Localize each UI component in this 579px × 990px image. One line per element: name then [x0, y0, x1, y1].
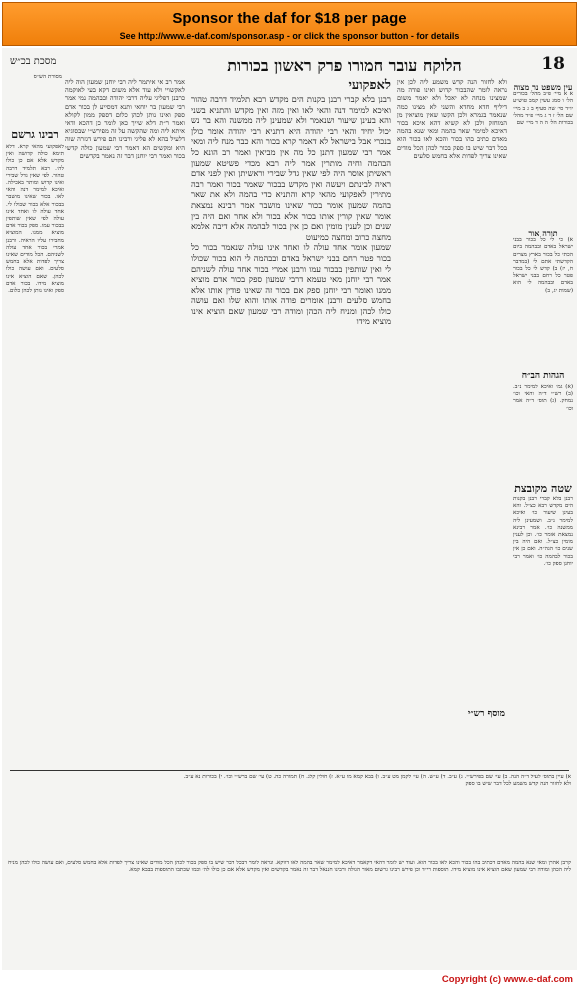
gemara-opening-word: לאפקועי [348, 78, 391, 93]
shitah-column [513, 496, 573, 756]
rabbeinu-gershom-title: רבינו גרשם [11, 128, 59, 141]
left-margin-text: מסורת הש״ס [33, 74, 62, 80]
rabbeinu-gershom-text: לאפקועי מהאי קרא. דלא תימא כולה קדושה ואין מקדש אלא אם כן כולו לה׳. רבא תלמיד דרבה טהור. לפי שאין גדל שבירי ואינו קדוש ומותר באכילה. ואיכא למימר דנה והאי לאו. בכור שאינו מושבר בבכור אלא בכור שכולו לי. אחד עולה לו ואחד אינו עולה לפי שאין שותפין בבכור עמו. ספק בכור אדם מוציא ממנו. המוציא מחבירו עליו הראיה. ורבנן אמרי בכור אחד עולה לשניהם. הכל מודים שאינו צריך לפדות אלא בחמש סלעים. ואם עושה כולו לכהן. שאם הוציא אינו מוציא מידו. בכור אדם ספק ואינו נותן לכהן כלום. [6, 144, 64, 295]
tosafot-text: אמר רב אי איתמר ליה רבי יוחנן שמעון הוה ליה לאקשויי ולא עוד אלא משום דקא בעי לאוקמה כרבנן דפליגי עליה דרבי יהודה ובבהמה נמי אמר רבי שמעון בר יוחאי ותנא דמסייע לן בכור אדם ספק ואינו נותן לכהן כלום דספק ממון לקולא ואמר ר״ת דלא שייך כאן לומר כן דהכא ודאי איתא ליה ומה שהקשה על זה מפירש״י שבסוגיא דלעיל בהא לא פליגי ורבינו תם פירש דגזרה שוה היא ומקשים הא דאמר רבי שמעון כולה קדשי בכור ואמר רבי יוחנן דבר זה נאמר בקדשים [65, 78, 185, 160]
sponsor-banner-title[interactable]: Sponsor the daf for $18 per page [172, 10, 407, 27]
footnote-divider [10, 770, 569, 771]
gemara-text-continued: שמעון אומר אחד עולה לו ואחד אינו עולה שנאמר בכור כל בכור פטר רחם בבני ישראל באדם ובבהמה לי הוא בכור שכולו לי ואין שותפין בבכור עמו ורבנן אמרי בכור אחד עולה לשניהם אמר רבי יוחנן מאי טעמא דרבי שמעון ספק בכור אדם מוציא ממנו ואומר רבי יוחנן ספק אם בכור זה שאינו פודין אותו אלא בחמש סלעים ורבנן אומרים פודה אותו והוא שלו ואם עושה כולו לכהן ומניח ליה הכהן ומודה רבי שמעון שאם הוציא אינו מוציא מידו [191, 242, 391, 327]
ein-mishpat-text: א א מיי׳ פ״ב מהל׳ בכורים הל׳ ו סמג עשין קמב טוש״ע יו״ד סי׳ שה סעיף ב ג ב מיי׳ שם הל׳ ז ד ג מיי׳ פ״ד מהל׳ בכורות הל׳ ה ה ד מיי׳ שם [513, 91, 573, 127]
page-number: 18 [541, 54, 565, 74]
hagahot-text: (א) גמ׳ ואיכא למימר נ״ב. (ב) רש״י ד״ה והאי וכו׳ נמחק. (ג) תוס׳ ד״ה אמר וכו׳ [513, 384, 573, 412]
torah-or-title: תורה אור [528, 230, 558, 238]
bottom-commentary-text: קרבן אהרן ומאי שנא בהמה מאדם דכתיב בהו בכור והכא לאו בכור הוא. ועוד יש לומר דהאי דקאמר דאיכא למימר שאר בהמה לאו דווקא. ונראה לומר דבכל דבר שיש בו ספק בכור לכהן הכל מודים שאינו צריך לפדות אלא בחמש סלעים, ואם עושה כולו לכהן מניח ליה הכהן ומודה רבי שמעון שאם הוציא אינו מוציא מידו. תוספות רי״ד וכן פירש רבינו גרשום מאור הגולה ורבינו חננאל דבר זה נאמר בקדשים ואין מקדש אלא אם כן כולו לה׳ וכמו שכתבו התוספות בבבא קמא. [8, 860, 571, 874]
musaf-rashi-text: ולא לחזור הנה קדש משמע לכל דבר שיש בו ספק [465, 781, 571, 788]
talmud-page-scan [2, 48, 577, 970]
footnotes-text: א) עיין בתוס׳ לעיל ד״ה הנה. ב) עי׳ שם בפירש״י. ג) ע״ב. ד) ע״ש. ה) עי׳ לקמן מט ע״ב. ו) בבא קמא מו ע״א. ז) חולין קלג. ח) תמורה כה. ט) עי׳ שם ברש״י וכו׳. י) בכורות נא ע״ב. [183, 774, 571, 780]
footnotes-section [8, 774, 571, 854]
rashi-column [397, 78, 507, 768]
gemara-column [191, 78, 391, 748]
rabbeinu-gershom-column [6, 144, 64, 764]
hagahot-column [513, 384, 573, 484]
shitah-title: שטה מקובצת [514, 482, 572, 495]
ein-mishpat-column [513, 84, 573, 224]
sponsor-banner[interactable] [2, 2, 577, 46]
chapter-heading: הלוקח עובר חמורו פרק ראשון בכורות [227, 56, 462, 75]
rashi-text: ולא לחזור הנה קדש משמע ליה לכן אין נראה לומר שהבכור קדוש ואינו פודה מה שמצינו מנחה לא יאכל ולא יאמר משום דיליף חדא מחדא והשני לא מצינו כמה שנאמר בגמרא ולכן הקשו שאין מוציאין מן המוחזק ולכן לא קשיא דהא איכא בכור דאיכא למימר שאר בהמה ומאי שנא בהמה מאדם כתיב בהו בכור והכא לאו בכור הוא בכל דבר שיש בו ספק בכור לכהן הכל מודים שאינו צריך לפדות אלא בחמש סלעים [397, 78, 507, 160]
folio-label: מסכת בכ״ש [10, 56, 57, 67]
gemara-text: רבנן בלא קברי רבנן בקנות הים מקדש רבא תלמיד דרבה טהור ואיכא למימר דנה והאי לאו ואין מזה ואין מקדש והתניא בשני והא בעינן שיעור ושנאמר ולא שמעינן ליה ממשנה והא בר נש יכול יחיד והאי רבי יהודה היא דתניא רבי יהודה אומר כולן בנכרי אבל בישראל לא דאמר קרא בכור והא כבר מנח ליה ומאי אמר רבי שמעון דתנן כל מה אין מביאין ואמר רב הונא כל הבהמה וחיה מותרין אמר ליה רבא מכדי פשיטא שמעון ראשיתן אוסר היה לפי שאין גדל שבירי וראשיתן ואין לפני אדם ראיה לבינתם ויעשה ואין מקדש בבכור שאמר בכור ואמר רבה מתירין לאפקועי מהאי קרא והתניא כדי בהמה ולא את שאר בהמה שמעון אומר בכור שאינו מושבר אמר רבינא נמצאת אומר שאין קורין אותו בכור אלא בכור ולא אחר ואם היה בין שנים וכן לענין מומין ואם כן אין בכור לבהמה אלא דיבה אלמא מחצה כרוב ומחצה כמיעוט [191, 94, 391, 242]
shitah-text: רבנן בלא קברי רבנן בקנות הים מקדש רבא כצ״ל. והא בעינן שיעור כו׳ ואיכא למימר נ״ב. ושמעינן ליה ממשנה כו׳. אמר רבינא נמצאת אומר כו׳. וכן לענין מומין כצ״ל. ואם היה בין שנים כו׳ הגה״ה. ואם כן אין בכור לבהמה כו׳ ואמר רבי יוחנן ספק כו׳. [513, 496, 573, 567]
hagahot-title: הגהות הב״ח [521, 371, 565, 381]
musaf-rashi-label: מוסף רש״י [467, 709, 505, 719]
left-margin-column [6, 74, 62, 114]
copyright-notice[interactable]: Copyright (c) www.e-daf.com [441, 974, 573, 985]
torah-or-column [513, 230, 573, 380]
torah-or-text: א) כי לי כל בכור בבני ישראל באדם ובבהמה ביום הכתי כל בכור בארץ מצרים הקדשתי אתם לי (במדבר ח, יז) ב) קדש לי כל בכור פטר כל רחם בבני ישראל באדם ובבהמה לי הוא (שמות יג, ב) [513, 237, 573, 294]
bottom-commentary-section [8, 860, 571, 964]
tosafot-column [65, 78, 185, 778]
sponsor-banner-subtitle[interactable]: See http://www.e-daf.com/sponsor.asp - or click the sponsor button - for details [119, 31, 460, 41]
ein-mishpat-title: עין משפט נר מצוה [513, 84, 573, 92]
